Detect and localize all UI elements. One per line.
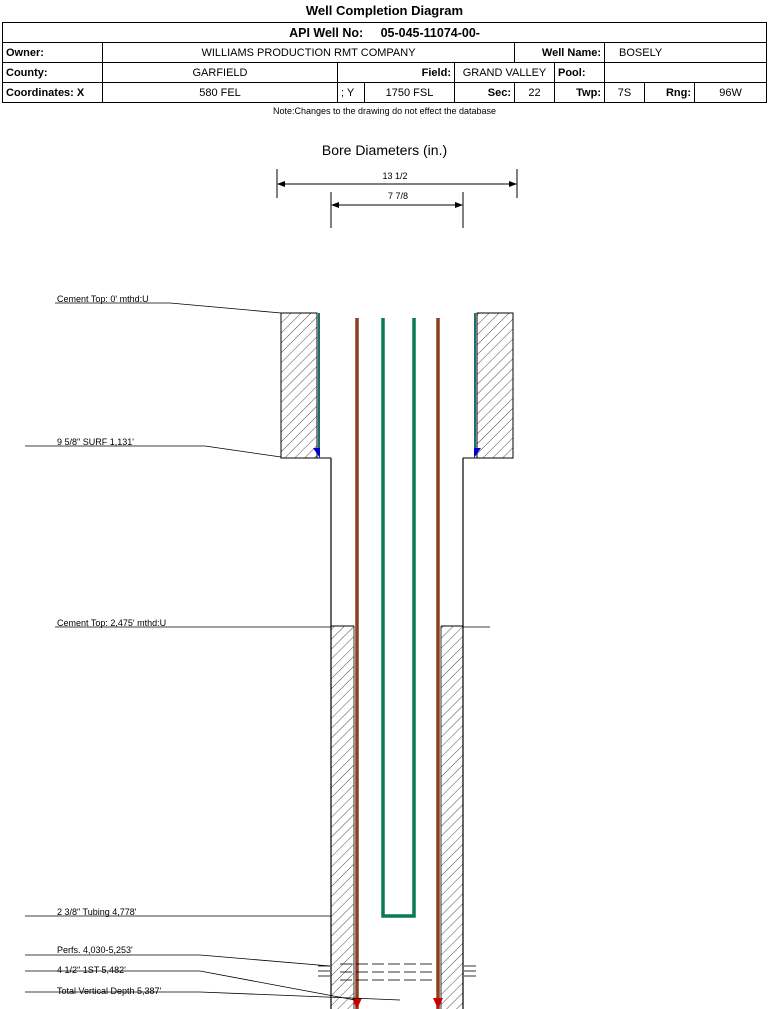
annotation-cement-top-surface: Cement Top: 0' mthd:U: [57, 294, 149, 304]
owner-value: WILLIAMS PRODUCTION RMT COMPANY: [103, 43, 515, 63]
leader-surface-casing-2: [205, 446, 281, 457]
county-label: County:: [3, 63, 103, 83]
leader-perfs-2: [200, 955, 330, 966]
twp-value: 7S: [605, 83, 645, 103]
pool-label: Pool:: [555, 63, 605, 83]
api-label: API Well No:: [289, 25, 364, 40]
coordinate-x-value: 580 FEL: [103, 83, 338, 103]
production-cement-left: [331, 626, 354, 1009]
inner-bore-dimension-label: 7 7/8: [387, 191, 409, 201]
coordinates-label: Coordinates: X: [3, 83, 103, 103]
annotation-total-vertical-depth: Total Vertical Depth 5,387': [57, 986, 162, 996]
field-value: GRAND VALLEY: [455, 63, 555, 83]
county-value: GARFIELD: [103, 63, 338, 83]
owner-label: Owner:: [3, 43, 103, 63]
rng-value: 96W: [695, 83, 767, 103]
production-cement-right: [441, 626, 463, 1009]
inner-bore-dimension-arrow: [331, 192, 463, 228]
annotation-tubing: 2 3/8" Tubing 4,778': [57, 907, 137, 917]
field-label: Field:: [338, 63, 455, 83]
coordinate-y-value: 1750 FSL: [365, 83, 455, 103]
sec-value: 22: [515, 83, 555, 103]
sec-label: Sec:: [455, 83, 515, 103]
bore-diameters-title: Bore Diameters (in.): [321, 142, 448, 158]
outer-bore-dimension-arrow: [277, 169, 517, 198]
annotation-perfs: Perfs. 4,030-5,253': [57, 945, 133, 955]
api-value: 05-045-11074-00-: [380, 25, 480, 40]
page-title: Well Completion Diagram: [305, 3, 464, 18]
well-name-label: Well Name:: [515, 43, 605, 63]
annotation-production-casing: 4 1/2" 1ST 5,482': [57, 965, 126, 975]
surface-casing-cement-left: [281, 313, 317, 458]
annotation-surface-casing: 9 5/8" SURF 1,131': [57, 437, 134, 447]
rng-label: Rng:: [645, 83, 695, 103]
surface-casing-cement-right: [477, 313, 513, 458]
leader-tvd-2: [200, 992, 400, 1000]
leader-cement-top-surface-2: [170, 303, 281, 313]
outer-bore-dimension-label: 13 1/2: [382, 171, 408, 181]
annotation-cement-top-production: Cement Top: 2,475' mthd:U: [57, 618, 167, 628]
database-note: Note:Changes to the drawing do not effect the database: [273, 106, 496, 116]
well-name-value: BOSELY: [605, 43, 767, 63]
coordinate-y-label: ; Y: [338, 83, 365, 103]
tubing-string: [383, 318, 414, 916]
twp-label: Twp:: [555, 83, 605, 103]
